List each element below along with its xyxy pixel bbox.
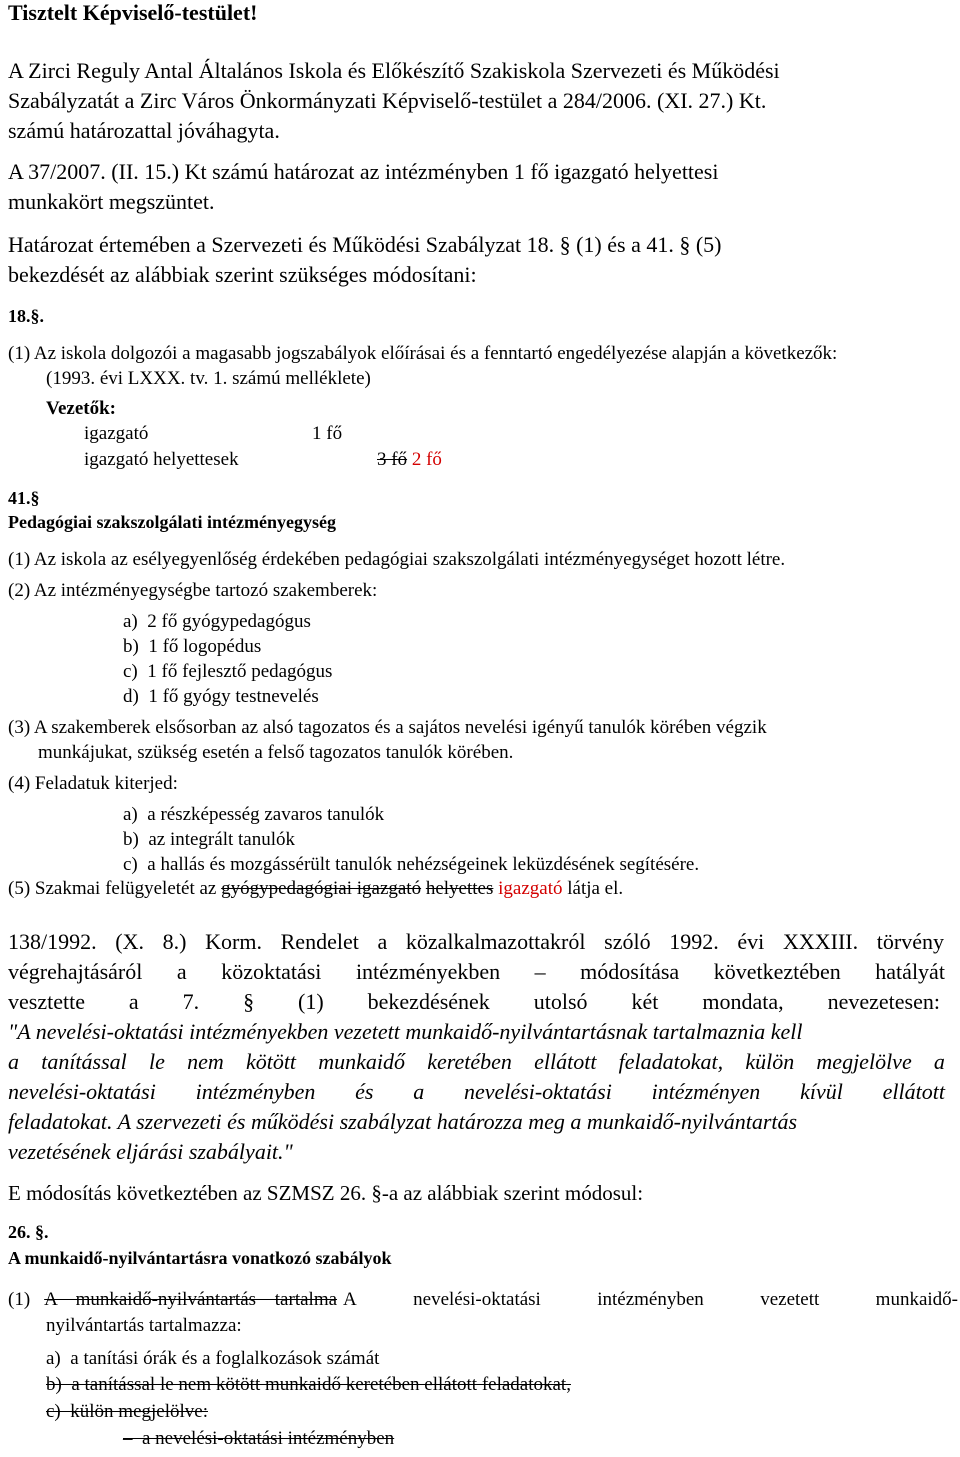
word: a bbox=[933, 1049, 945, 1074]
s26-p1-line-2: nyilvántartás tartalmazza: bbox=[46, 1315, 242, 1336]
word: intézményben bbox=[195, 1079, 316, 1104]
s26-p1-line-1 bbox=[8, 1289, 958, 1311]
leader-row-2-name: igazgató helyettesek bbox=[84, 449, 239, 470]
word: nevelési-oktatási bbox=[463, 1079, 612, 1104]
word: kívül bbox=[800, 1079, 843, 1104]
intro-text-1: A Zirci Reguly Antal Általános Iskola és Előkészítő Szakiskola Szervezeti és Működési bbox=[8, 58, 780, 83]
word: nem bbox=[187, 1049, 224, 1074]
decree-quote-line-1: "A nevelési-oktatási intézményekben vezetett munkaidő-nyilvántartásnak tartalmaznia kell bbox=[8, 1019, 803, 1044]
intro-line-1-text bbox=[8, 58, 958, 84]
s26-item-dash-deleted: – a nevelési-oktatási intézményben bbox=[123, 1428, 395, 1449]
s18-p1-line-1: (1) Az iskola dolgozói a magasabb jogszabályok előírásai és a fenntartó engedélyezése alapján a következők: bbox=[8, 343, 838, 364]
word: évi bbox=[737, 929, 765, 954]
section-26-subheading: A munkaidő-nyilvántartásra vonatkozó szabályok bbox=[8, 1248, 392, 1268]
s41-p5-end: látja el. bbox=[562, 878, 624, 899]
word: (X. bbox=[115, 929, 144, 954]
s41-p5-deleted-1: gyógypedagógiai igazgató bbox=[221, 878, 422, 899]
word: 8.) bbox=[162, 929, 187, 954]
word: a bbox=[413, 1079, 425, 1104]
specialist-item-a: a) 2 fő gyógypedagógus bbox=[123, 611, 311, 632]
s41-p4: (4) Feladatuk kiterjed: bbox=[8, 773, 178, 794]
section-41-subheading: Pedagógiai szakszolgálati intézményegység bbox=[8, 512, 336, 532]
p2-line-1: A 37/2007. (II. 15.) Kt számú határozat az intézményben 1 fő igazgató helyettesi bbox=[8, 159, 719, 184]
leaders-label: Vezetők: bbox=[46, 398, 116, 419]
section-18-heading: 18.§. bbox=[8, 306, 44, 326]
decree-line-1 bbox=[8, 929, 944, 955]
word: külön bbox=[745, 1049, 795, 1074]
intro-line-3: számú határozattal jóváhagyta. bbox=[8, 118, 280, 143]
word: megjelölve bbox=[816, 1049, 912, 1074]
word: ellátott bbox=[534, 1049, 597, 1074]
word: nevelési-oktatási bbox=[8, 1079, 156, 1104]
word: a bbox=[176, 959, 187, 984]
s41-p5-inserted: igazgató bbox=[493, 878, 563, 899]
word: hatályát bbox=[875, 959, 945, 984]
specialist-item-d: d) 1 fő gyógy testnevelés bbox=[123, 686, 319, 707]
page-title: Tisztelt Képviselő-testület! bbox=[8, 0, 258, 25]
leader-row-2-new-count: 2 fő bbox=[411, 449, 442, 470]
specialist-item-c: c) 1 fő fejlesztő pedagógus bbox=[123, 661, 333, 682]
word: munkaidő bbox=[318, 1049, 406, 1074]
word: közalkalmazottakról bbox=[405, 929, 586, 954]
modifier-line: E módosítás következtében az SZMSZ 26. §-a az alábbiak szerint módosul: bbox=[8, 1181, 644, 1205]
leader-row-1-count: 1 fő bbox=[312, 423, 343, 444]
word: 7. bbox=[182, 989, 200, 1014]
word: következtében bbox=[713, 959, 841, 984]
word: 1992. bbox=[669, 929, 719, 954]
s41-p3-line-1: (3) A szakemberek elsősorban az alsó tagozatos és a sajátos nevelési igényű tanulók körében végzik bbox=[8, 717, 767, 738]
section-41-heading: 41.§ bbox=[8, 488, 40, 508]
word: § bbox=[243, 989, 255, 1014]
word: két bbox=[631, 989, 659, 1014]
s26-item-c-deleted: c) külön megjelölve: bbox=[46, 1401, 208, 1422]
leader-row-2-count bbox=[377, 449, 442, 471]
word: nevelési-oktatási bbox=[413, 1289, 541, 1310]
word: intézményben bbox=[597, 1289, 704, 1310]
s26-item-b-deleted: b) a tanítással le nem kötött munkaidő keretében ellátott feladatokat, bbox=[46, 1374, 571, 1395]
s26-item-a: a) a tanítási órák és a foglalkozások számát bbox=[46, 1348, 380, 1369]
word: utolsó bbox=[533, 989, 588, 1014]
word: intézményekben bbox=[355, 959, 501, 984]
decree-quote-line-4: feladatokat. A szervezeti és működési szabályzat határozza meg a munkaidő-nyilvántartás bbox=[8, 1109, 798, 1134]
word: ellátott bbox=[882, 1079, 945, 1104]
task-item-a: a) a részképesség zavaros tanulók bbox=[123, 804, 385, 825]
word: nevezetesen: bbox=[827, 989, 940, 1014]
word: végrehajtásáról bbox=[8, 959, 143, 984]
p3-line-1: Határozat értemében a Szervezeti és Működési Szabályzat 18. § (1) és a 41. § (5) bbox=[8, 232, 722, 257]
word: a bbox=[377, 929, 388, 954]
leader-row-2-old-count: 3 fő bbox=[377, 449, 408, 470]
specialist-item-b: b) 1 fő logopédus bbox=[123, 636, 262, 657]
s41-p5-deleted-2: helyettes bbox=[425, 878, 494, 899]
word: keretében bbox=[427, 1049, 512, 1074]
leader-row-1-name: igazgató bbox=[84, 423, 149, 444]
word: – bbox=[534, 959, 546, 984]
word: tanítással bbox=[41, 1049, 127, 1074]
task-item-b: b) az integrált tanulók bbox=[123, 829, 295, 850]
word: (1) bbox=[298, 989, 324, 1014]
s41-p5-start: (5) Szakmai felügyeletét az bbox=[8, 878, 222, 899]
word: vesztette bbox=[8, 989, 85, 1014]
word: Korm. bbox=[205, 929, 262, 954]
word: Rendelet bbox=[280, 929, 359, 954]
s41-p2: (2) Az intézményegységbe tartozó szakemberek: bbox=[8, 580, 378, 601]
decree-quote-line-3 bbox=[8, 1079, 945, 1105]
intro-line-2 bbox=[8, 88, 958, 114]
decree-quote-line-5: vezetésének eljárási szabályait." bbox=[8, 1139, 293, 1164]
word: szóló bbox=[604, 929, 651, 954]
s18-p1-line-2: (1993. évi LXXX. tv. 1. számú melléklete) bbox=[46, 368, 371, 389]
word: intézményen bbox=[651, 1079, 761, 1104]
intro-line-1 bbox=[8, 58, 958, 84]
decree-line-2 bbox=[8, 959, 945, 985]
s26-p1-rest bbox=[343, 1289, 958, 1311]
word: módosítása bbox=[580, 959, 680, 984]
p3-line-2: bekezdését az alábbiak szerint szükséges módosítani: bbox=[8, 262, 477, 287]
decree-quote-line-2 bbox=[8, 1049, 945, 1075]
word: 138/1992. bbox=[8, 929, 97, 954]
word: vezetett bbox=[760, 1289, 820, 1310]
s41-p1: (1) Az iskola az esélyegyenlőség érdekében pedagógiai szakszolgálati intézményegységet hozott létre. bbox=[8, 549, 786, 570]
word: mondata, bbox=[702, 989, 784, 1014]
word: a bbox=[8, 1049, 19, 1074]
word: törvény bbox=[876, 929, 944, 954]
s26-p1-deleted: A munkaidő-nyilvántartás tartalma bbox=[44, 1289, 338, 1310]
word: feladatokat, bbox=[618, 1049, 724, 1074]
p2-line-2: munkakört megszüntet. bbox=[8, 189, 215, 214]
decree-line-3 bbox=[8, 989, 940, 1015]
section-26-heading: 26. §. bbox=[8, 1222, 49, 1242]
word: közoktatási bbox=[221, 959, 322, 984]
task-item-c: c) a hallás és mozgássérült tanulók nehézségeinek leküzdésének segítésére. bbox=[123, 854, 700, 875]
word: munkaidő- bbox=[875, 1289, 958, 1310]
s26-p1-prefix: (1) bbox=[8, 1289, 31, 1310]
s41-p5 bbox=[8, 878, 623, 900]
word: a bbox=[128, 989, 139, 1014]
word: le bbox=[148, 1049, 165, 1074]
intro-text-2: Szabályzatát a Zirc Város Önkormányzati Képviselő-testület a 284/2006. (XI. 27.) Kt. bbox=[8, 88, 767, 113]
s41-p3-line-2: munkájukat, szükség esetén a felső tagozatos tanulók körében. bbox=[38, 742, 514, 763]
word: A bbox=[343, 1289, 357, 1310]
word: kötött bbox=[245, 1049, 297, 1074]
word: és bbox=[355, 1079, 374, 1104]
word: bekezdésének bbox=[367, 989, 490, 1014]
word: XXXIII. bbox=[782, 929, 859, 954]
